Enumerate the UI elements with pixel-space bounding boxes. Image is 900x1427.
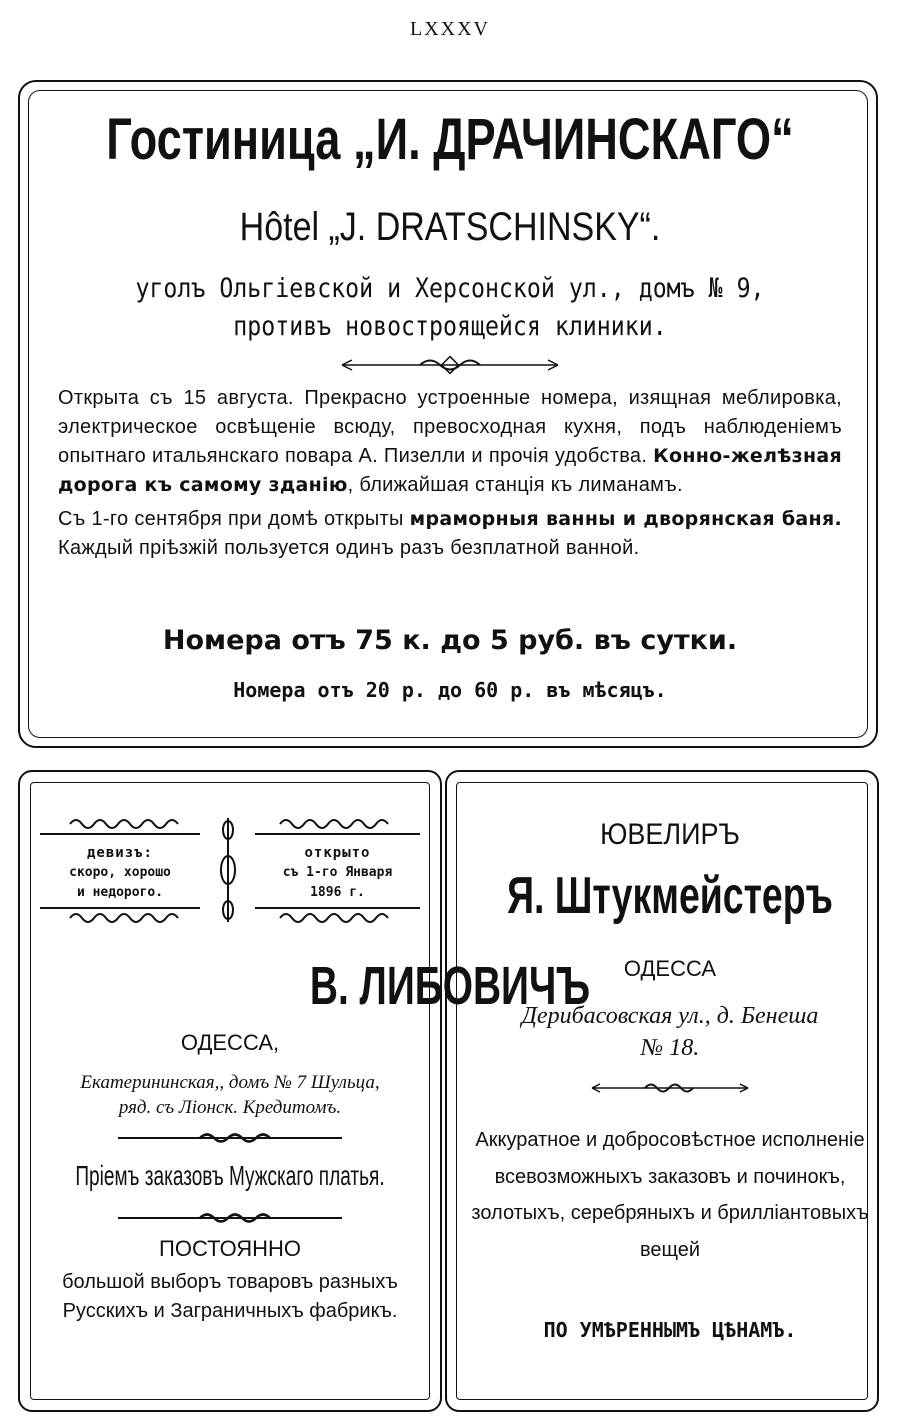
libovich-motto-label: девизъ: xyxy=(86,845,153,861)
jeweler-ornament-divider xyxy=(590,1080,750,1096)
jeweler-address: Дерибасовская ул., д. Бенеша № 18. xyxy=(521,1003,819,1061)
jeweler-profession: ЮВЕЛИРЪ xyxy=(600,818,740,851)
libovich-choice: большой выборъ товаровъ разныхъ Русскихъ и Заграничныхъ фабрикъ. xyxy=(62,1271,398,1322)
libovich-opened-label: открыто xyxy=(304,845,371,861)
jeweler-description: Аккуратное и добросовѣстное исполненіе всевозможныхъ заказовъ и починокъ, золотыхъ, серебряныхъ и брилліантовыхъ вещей xyxy=(471,1129,869,1261)
hotel-address-line2: противъ новостроящейся клиники. xyxy=(233,311,667,342)
libovich-name: В. ЛИБОВИЧЪ xyxy=(309,956,591,1016)
jeweler-name: Я. Штукмейстеръ xyxy=(507,867,833,925)
libovich-divider-1 xyxy=(118,1130,342,1146)
hotel-title-latin: Hôtel „J. DRATSCHINSKY“. xyxy=(239,205,661,249)
hotel-address-line1: уголъ Ольгіевской и Херсонской ул., домъ № 9, xyxy=(135,273,765,304)
libovich-always: ПОСТОЯННО xyxy=(159,1236,301,1261)
hotel-description-para2: Съ 1-го сентября при домѣ открыты мраморныя ванны и дворянская баня. Каждый пріѣзжій пользуется одинъ разъ безплатной ванной. xyxy=(58,508,843,559)
hotel-baths-highlight: мраморныя ванны и дворянская баня. xyxy=(409,508,843,530)
page-number: LXXXV xyxy=(410,18,490,40)
libovich-motto: девизъ: скоро, хорошо и недорого. xyxy=(40,843,200,903)
hotel-description-para1: Открыта съ 15 августа. Прекрасно устроенные номера, изящная меблировка, электрическое освѣщеніе всюду, превосходная кухня, подъ наблюденіемъ опытнаго итальянскаго повара А. Пизелли и прочія удобства. Конно-желѣзная дорога къ самому зданію, ближайшая станція къ лиманамъ. xyxy=(58,387,842,496)
hotel-title: Гостиница „И. ДРАЧИНСКАГО“ xyxy=(106,107,794,172)
libovich-address: Екатерининская,, домъ № 7 Шульца, ряд. съ Ліонск. Кредитомъ. xyxy=(80,1072,380,1118)
hotel-tram-highlight: Конно-желѣзная дорога къ самому зданію xyxy=(58,445,842,496)
hotel-price-daily: Номера отъ 75 к. до 5 руб. въ сутки. xyxy=(162,625,738,656)
libovich-divider-2 xyxy=(118,1210,342,1226)
jeweler-city: ОДЕССА xyxy=(623,956,717,981)
libovich-orders: Пріемъ заказовъ Мужскаго платья. xyxy=(75,1160,385,1191)
libovich-opened: открыто съ 1-го Января 1896 г. xyxy=(255,843,420,903)
libovich-city: ОДЕССА, xyxy=(180,1030,280,1055)
jeweler-prices: ПО УМѢРЕННЫМЪ ЦѢНАМЪ. xyxy=(543,1318,797,1342)
hotel-price-monthly: Номера отъ 20 р. до 60 р. въ мѣсяцъ. xyxy=(233,678,667,702)
jeweler-advertisement xyxy=(440,0,900,1427)
